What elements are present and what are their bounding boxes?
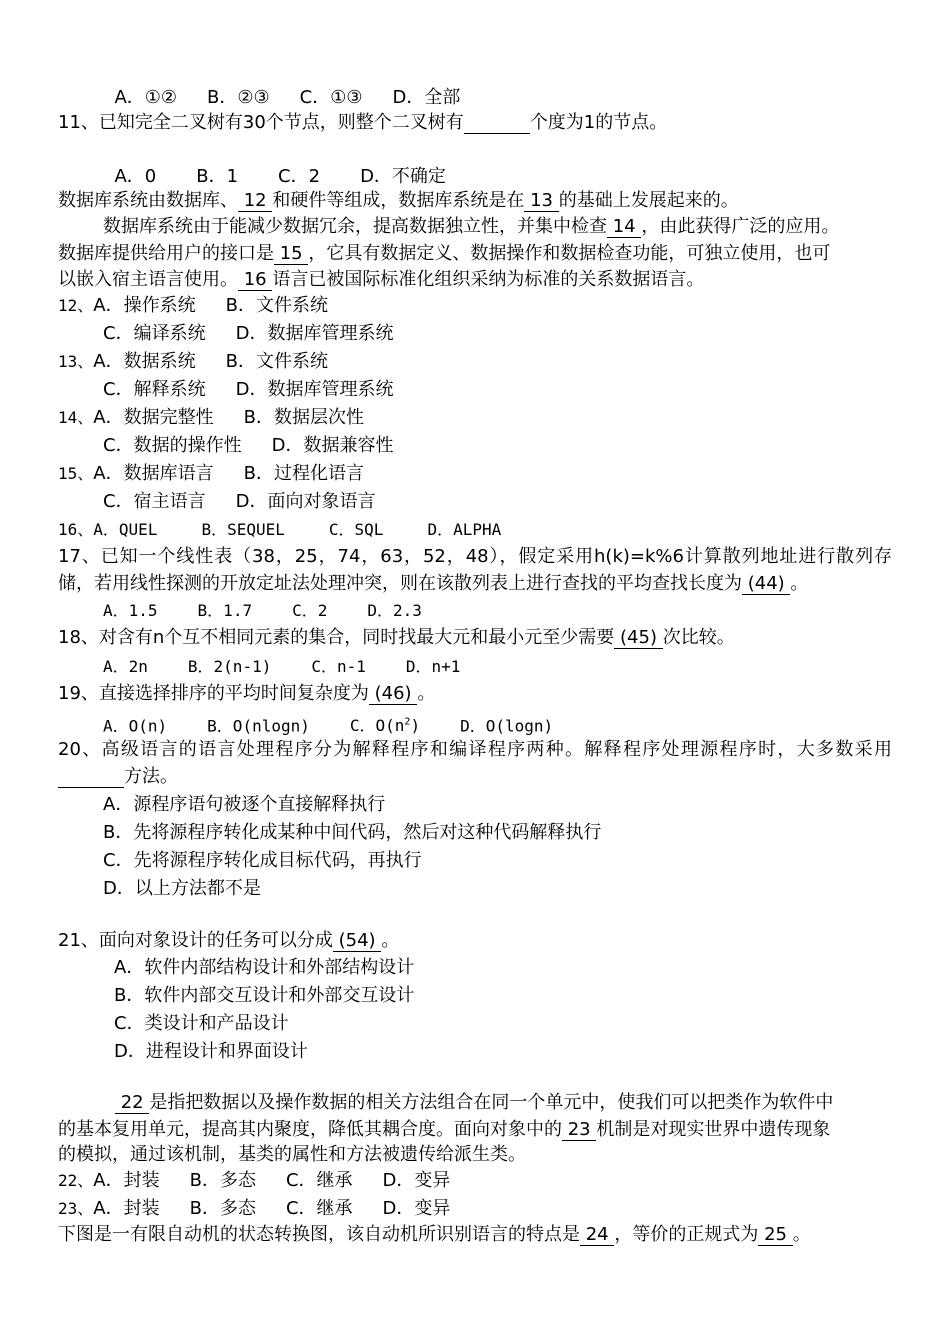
option-b: B．文件系统 bbox=[225, 351, 328, 372]
db-passage-line-4: 以嵌入宿主语言使用。 16 语言已被国际标准化组织采纳为标准的关系数据语言。 bbox=[58, 269, 705, 290]
blank-15: 15 bbox=[274, 243, 309, 264]
option-d: D．2.3 bbox=[367, 601, 422, 620]
blank-16: 16 bbox=[238, 269, 273, 290]
blank-13: 13 bbox=[524, 190, 559, 211]
option-c: C．解释系统 bbox=[103, 379, 206, 400]
option-c: C．继承 bbox=[285, 1170, 353, 1191]
q12-row-2 bbox=[103, 321, 393, 347]
option-d: D．ALPHA bbox=[427, 520, 502, 539]
option-c: C．2 bbox=[278, 166, 321, 187]
q20-blank bbox=[58, 767, 124, 788]
option-a: A．操作系统 bbox=[93, 295, 196, 316]
option-a: A．数据库语言 bbox=[93, 463, 214, 484]
q17-stem-line-2: 储，若用线性探测的开放定址法处理冲突，则在该散列表上进行查找的平均查找长度为 (44) 。 bbox=[58, 573, 809, 594]
q23-options: 23、A．封装 B．多态 C．继承 D．变异 bbox=[58, 1198, 451, 1219]
option-c: C．SQL bbox=[328, 520, 384, 539]
blank-25: 25 bbox=[758, 1224, 793, 1245]
q21-option-b: B．软件内部交互设计和外部交互设计 bbox=[114, 985, 415, 1006]
q19-options bbox=[103, 710, 553, 736]
option-d: D．数据兼容性 bbox=[271, 435, 394, 456]
q21-option-d: D．进程设计和界面设计 bbox=[114, 1041, 308, 1062]
option-c: C．$O(n^2)$ bbox=[349, 716, 421, 736]
option-b: B．过程化语言 bbox=[243, 463, 364, 484]
q20-stem-line-2: 方法。 bbox=[58, 764, 178, 790]
option-d: D．不确定 bbox=[360, 166, 446, 187]
oo-passage-line-1: 22 是指把数据以及操作数据的相关方法组合在同一个单元中，使我们可以把类作为软件中 bbox=[115, 1092, 834, 1113]
q14-row-1: 14、A．数据完整性 B．数据层次性 bbox=[58, 407, 364, 428]
blank-24: 24 bbox=[580, 1224, 615, 1245]
option-d: D．变异 bbox=[382, 1198, 451, 1219]
option-a: A．①② bbox=[114, 87, 178, 108]
option-c: C．n-1 bbox=[311, 657, 366, 676]
db-passage-line-3: 数据库提供给用户的接口是 15 ，它具有数据定义、数据操作和数据检查功能，可独立使用，也可 bbox=[58, 243, 831, 264]
q20-option-c: C．先将源程序转化成目标代码，再执行 bbox=[103, 850, 422, 871]
q13-row-2 bbox=[103, 377, 393, 403]
q20-option-d: D．以上方法都不是 bbox=[103, 878, 261, 899]
option-a: A．1.5 bbox=[103, 601, 158, 620]
q21-option-c: C．类设计和产品设计 bbox=[114, 1013, 289, 1034]
option-a: A．O(n) bbox=[103, 716, 168, 736]
q20-option-a: A．源程序语句被逐个直接解释执行 bbox=[103, 794, 386, 815]
option-d: D．数据库管理系统 bbox=[235, 379, 394, 400]
superscript: 2 bbox=[404, 717, 411, 728]
q19-stem: 19、直接选择排序的平均时间复杂度为 (46) 。 bbox=[58, 683, 436, 704]
option-a: A．数据系统 bbox=[93, 351, 196, 372]
q15-row-2 bbox=[103, 489, 375, 515]
db-passage-line-1: 数据库系统由数据库、 12 和硬件等组成，数据库系统是在 13 的基础上发展起来的。 bbox=[58, 190, 739, 211]
blank-14: 14 bbox=[607, 216, 642, 237]
option-a: A．0 bbox=[114, 166, 157, 187]
db-passage-line-2: 数据库系统由于能减少数据冗余，提高数据独立性，并集中检查 14 ，由此获得广泛的应用。 bbox=[103, 216, 840, 237]
option-a: A．数据完整性 bbox=[93, 407, 214, 428]
q11-stem: 11、已知完全二叉树有30个节点，则整个二叉树有 个度为1的节点。 bbox=[58, 112, 668, 133]
option-c: C．2 bbox=[292, 601, 328, 620]
option-c: C．①③ bbox=[299, 87, 363, 108]
option-c: C．继承 bbox=[285, 1198, 353, 1219]
blank-54: (54) bbox=[332, 930, 382, 951]
blank-23: 23 bbox=[562, 1119, 597, 1140]
option-a: A．封装 bbox=[93, 1170, 160, 1191]
option-c: C．编译系统 bbox=[103, 323, 206, 344]
option-d: D．面向对象语言 bbox=[235, 491, 376, 512]
q18-options bbox=[103, 654, 460, 680]
q12-row-1: 12、A．操作系统 B．文件系统 bbox=[58, 295, 328, 316]
q17-stem-line-1: 17、已知一个线性表（38，25，74，63，52，48），假定采用h(k)=k%6计算散列地址进行散列存 bbox=[58, 546, 892, 567]
option-b: B．数据层次性 bbox=[243, 407, 364, 428]
option-b: B．1 bbox=[196, 166, 239, 187]
blank-45: (45) bbox=[614, 627, 663, 648]
automaton-question: 下图是一有限自动机的状态转换图，该自动机所识别语言的特点是 24 ，等价的正规式为 25 。 bbox=[58, 1224, 811, 1245]
q22-options: 22、A．封装 B．多态 C．继承 D．变异 bbox=[58, 1170, 451, 1191]
option-c: C．数据的操作性 bbox=[103, 435, 242, 456]
option-d: D．数据库管理系统 bbox=[235, 323, 394, 344]
option-b: B．O(nlogn) bbox=[207, 716, 310, 736]
option-b: B．多态 bbox=[189, 1170, 256, 1191]
q18-stem: 18、对含有n个互不相同元素的集合，同时找最大元和最小元至少需要 (45) 次比较。 bbox=[58, 627, 735, 648]
blank-46: (46) bbox=[368, 683, 418, 704]
option-c: C．宿主语言 bbox=[103, 491, 206, 512]
oo-passage-line-2: 的基本复用单元，提高其内聚度，降低其耦合度。面向对象中的 23 机制是对现实世界中遗传现象 bbox=[58, 1119, 831, 1140]
oo-passage-line-3: 的模拟，通过该机制，基类的属性和方法被遗传给派生类。 bbox=[58, 1144, 526, 1165]
q20-stem-line-1: 20、高级语言的语言处理程序分为解释程序和编译程序两种。解释程序处理源程序时，大多数采用 bbox=[58, 739, 892, 760]
q11-blank bbox=[464, 113, 530, 134]
option-b: B．②③ bbox=[207, 87, 270, 108]
option-b: B．SEQUEL bbox=[201, 520, 285, 539]
option-d: D．n+1 bbox=[405, 657, 461, 676]
q21-stem: 21、面向对象设计的任务可以分成 (54) 。 bbox=[58, 930, 400, 951]
q21-option-a: A．软件内部结构设计和外部结构设计 bbox=[114, 957, 415, 978]
q14-row-2 bbox=[103, 433, 393, 459]
q11-options bbox=[103, 138, 446, 187]
q13-row-1: 13、A．数据系统 B．文件系统 bbox=[58, 351, 328, 372]
option-a: A．2n bbox=[103, 657, 148, 676]
q16-options: 16、A．QUEL B．SEQUEL C．SQL D．ALPHA bbox=[58, 520, 502, 539]
option-d: D．变异 bbox=[382, 1170, 451, 1191]
option-b: B．文件系统 bbox=[225, 295, 328, 316]
q20-option-b: B．先将源程序转化成某种中间代码，然后对这种代码解释执行 bbox=[103, 822, 602, 843]
blank-22: 22 bbox=[115, 1092, 150, 1113]
option-d: D．全部 bbox=[392, 87, 461, 108]
option-b: B．多态 bbox=[189, 1198, 256, 1219]
q17-options bbox=[103, 598, 422, 624]
q10-options bbox=[103, 59, 461, 108]
q15-row-1: 15、A．数据库语言 B．过程化语言 bbox=[58, 463, 364, 484]
option-b: B．2(n-1) bbox=[187, 657, 272, 676]
option-a: A．封装 bbox=[93, 1198, 160, 1219]
blank-44: (44) bbox=[742, 573, 791, 594]
option-d: D．O(logn) bbox=[460, 716, 554, 736]
option-b: B．1.7 bbox=[197, 601, 253, 620]
blank-12: 12 bbox=[238, 190, 273, 211]
option-a: A．QUEL bbox=[93, 520, 158, 539]
